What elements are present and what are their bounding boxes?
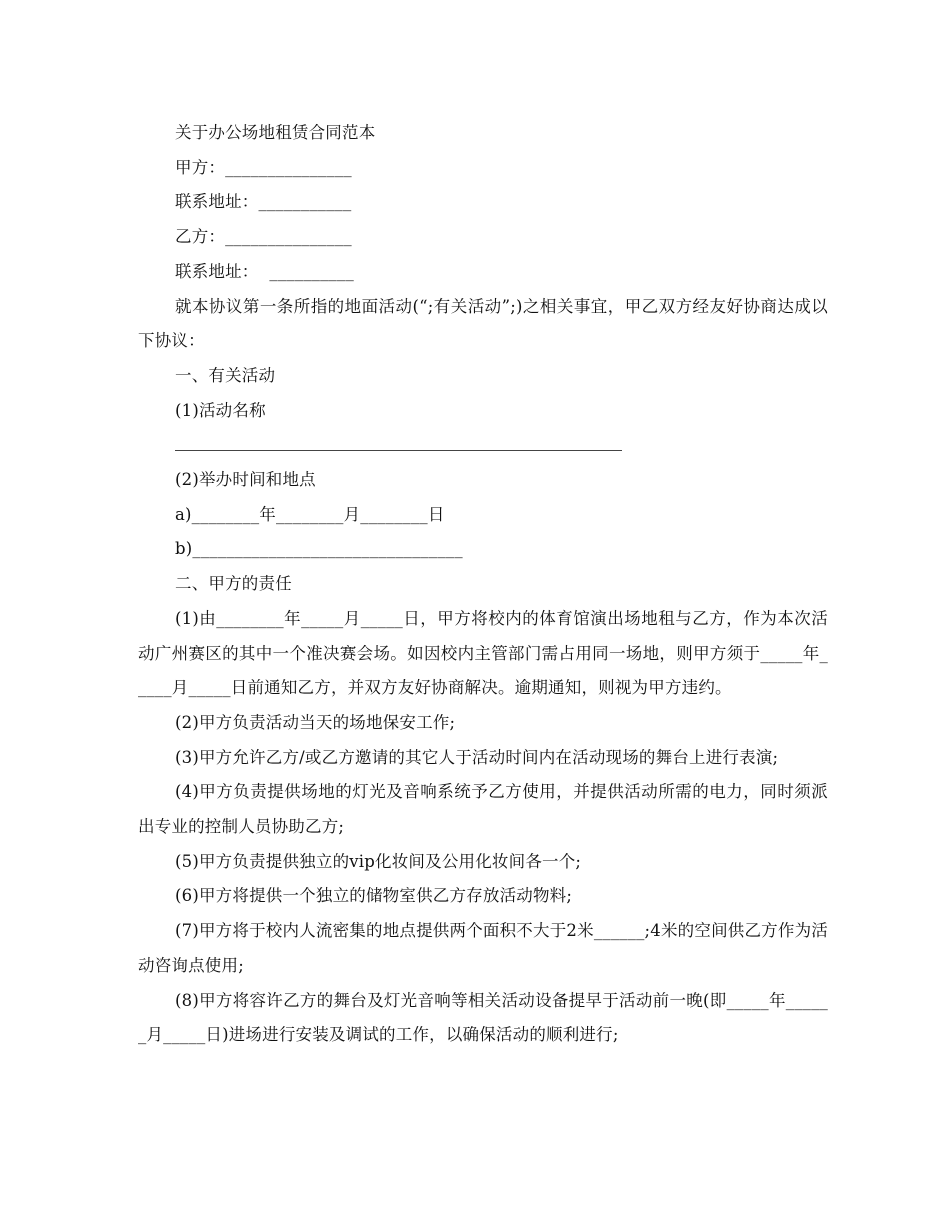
activity-name-label: (1)活动名称 xyxy=(175,400,266,420)
duty-paragraph-2: (2)甲方负责活动当天的场地保安工作; xyxy=(175,712,456,732)
party-a-address-field: 联系地址：___________ xyxy=(175,192,352,212)
duty-paragraph-7: (7)甲方将于校内人流密集的地点提供两个面积不大于2米______;4米的空间供乙方作为活动咨询点使用; xyxy=(138,921,828,975)
duty-paragraph-1: (1)由________年_____月_____日，甲方将校内的体育馆演出场地租与乙方，作为本次活动广州赛区的其中一个准决赛会场。如因校内主管部门需占用同一场地，则甲方须于_____年_____月_____日前通知乙方，并双方友好协商解决。逾期通知，则视为甲方违约。 xyxy=(138,608,828,698)
document-body xyxy=(138,116,828,1053)
activity-name-blank-line xyxy=(138,428,828,463)
date-blank-line: a)________年________月________日 xyxy=(175,504,445,524)
duty-paragraph-5: (5)甲方负责提供独立的vip化妆间及公用化妆间各一个; xyxy=(175,851,582,871)
duty-paragraph-6: (6)甲方将提供一个独立的储物室供乙方存放活动物料; xyxy=(175,886,573,906)
duty-paragraph-3: (3)甲方允许乙方/或乙方邀请的其它人于活动时间内在活动现场的舞台上进行表演; xyxy=(175,747,779,767)
party-b-field: 乙方：_______________ xyxy=(175,227,352,247)
blank-rule xyxy=(175,450,622,451)
duty-paragraph-8: (8)甲方将容许乙方的舞台及灯光音响等相关活动设备提早于活动前一晚(即_____年______月_____日)进场进行安装及调试的工作，以确保活动的顺利进行; xyxy=(138,990,828,1045)
intro-paragraph: 就本协议第一条所指的地面活动(“;有关活动”;)之相关事宜，甲乙双方经友好协商达成以下协议： xyxy=(138,296,828,351)
document-title: 关于办公场地租赁合同范本 xyxy=(175,123,376,142)
duty-paragraph-4: (4)甲方负责提供场地的灯光及音响系统予乙方使用，并提供活动所需的电力，同时须派出专业的控制人员协助乙方; xyxy=(138,782,828,837)
time-place-label: (2)举办时间和地点 xyxy=(175,470,316,490)
section-heading-activity: 一、有关活动 xyxy=(175,365,276,385)
section-heading-party-a-duties: 二、甲方的责任 xyxy=(175,574,292,594)
place-blank-line: b)________________________________ xyxy=(175,539,463,559)
party-a-field: 甲方：_______________ xyxy=(175,157,352,177)
party-b-address-field: 联系地址： __________ xyxy=(175,261,354,281)
